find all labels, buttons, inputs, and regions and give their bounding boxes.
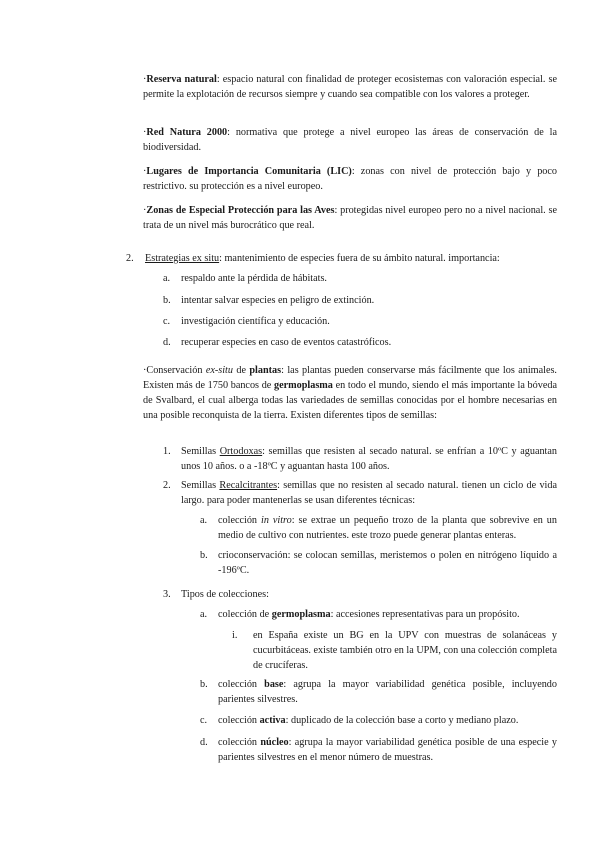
coleccion-text: : agrupa la mayor variabilidad genética posible de una especie y parientes silvestres en el menor número de muestras. <box>218 737 558 763</box>
list-number: 3. <box>163 589 171 600</box>
definition-text: : zonas con nivel de protección bajo y poco restrictivo. su protección es a nivel europeo. <box>143 166 557 192</box>
coleccion-pre: colección <box>218 737 261 748</box>
exsitu-item: intentar salvar especies en peligro de extinción. <box>181 295 375 306</box>
term-activa: activa <box>259 715 286 726</box>
exsitu-item: investigación científica y educación. <box>181 316 330 327</box>
exsitu-heading <box>145 251 557 266</box>
coleccion-pre: colección <box>218 515 261 526</box>
crioconservacion-item: crioconservación: se colocan semillas, meristemos o polen en nitrógeno líquido a -196ºC. <box>218 550 557 576</box>
list-marker: a. <box>200 515 208 526</box>
term-germoplasma: germoplasma <box>271 609 331 620</box>
zepa-paragraph <box>143 203 557 233</box>
lic-paragraph <box>143 164 557 194</box>
semillas-pre: Semillas <box>181 446 220 457</box>
definition-text: : protegidas nivel europeo pero no a nivel nacional. se trata de un nivel más burocrático que real. <box>143 205 558 231</box>
coleccion-text: : accesiones representativas para un propósito. <box>330 609 520 620</box>
in-vitro-text: : se extrae un pequeño trozo de la planta que sobrevive en un medio de cultivo con nutrientes. este trozo puede generar plantas enteras. <box>218 515 557 541</box>
coleccion-pre: colección <box>218 715 260 726</box>
recalcitrantes-text: : semillas que no resisten al secado natural. tienen un ciclo de vida largo. para poder mantenerlas se usan diferentes técnicas: <box>181 480 557 506</box>
semillas-pre: Semillas <box>181 480 220 491</box>
list-marker: c. <box>200 715 208 726</box>
list-number: 1. <box>163 446 171 457</box>
conservacion-de: de <box>232 365 250 376</box>
list-marker: a. <box>163 273 171 284</box>
exsitu-text: : mantenimiento de especies fuera de su ámbito natural. importancia: <box>219 253 500 264</box>
term-nucleo: núcleo <box>260 737 289 748</box>
conservacion-prefix: ·Conservación <box>143 365 206 376</box>
spain-bg-item: en España existe un BG en la UPV con muestras de solanáceas y cucurbitáceas. existe también otro en la UPM, con una colección completa de crucíferas. <box>253 630 557 671</box>
term-lic: Lugares de Importancia Comunitaria (LIC) <box>146 166 352 177</box>
list-marker: c. <box>163 316 171 327</box>
term-zepa: Zonas de Especial Protección para las Aves <box>146 205 335 216</box>
conservacion-text-1: : las plantas pueden conservarse más fácilmente que los animales. Existen más de 1750 bancos de <box>143 365 557 391</box>
bullet-prefix: · <box>143 166 147 177</box>
list-marker: d. <box>163 337 171 348</box>
term-ortodoxas: Ortodoxas <box>219 446 263 457</box>
ortodoxas-item <box>181 444 557 474</box>
bullet-prefix: · <box>143 205 147 216</box>
bullet-prefix: · <box>143 74 147 85</box>
definition-text: : normativa que protege a nivel europeo las áreas de conservación de la biodiversidad. <box>143 127 557 153</box>
coleccion-base-item <box>218 677 557 707</box>
definition-text: : espacio natural con finalidad de proteger ecosistemas con valoración especial. se permite la explotación de recursos siempre y cuando sea compatible con los valores a proteger. <box>143 74 557 100</box>
coleccion-germoplasma-item <box>218 607 557 622</box>
term-red-natura: Red Natura 2000 <box>146 127 228 138</box>
list-number: 2. <box>126 253 134 264</box>
coleccion-pre: colección de <box>218 609 272 620</box>
list-marker: b. <box>200 679 208 690</box>
list-marker: a. <box>200 609 208 620</box>
term-plantas: plantas <box>249 365 282 376</box>
conservacion-text-2: en todo el mundo, siendo el más importante la bóveda de Svalbard, el cual alberga todas las variedades de semillas conocidas por el hombre necesarias en una posible reconquista de la tierra. Existen diferentes tipos de semillas: <box>143 380 557 421</box>
colecciones-title: Tipos de colecciones: <box>181 589 269 600</box>
coleccion-nucleo-item <box>218 735 557 765</box>
exsitu-italic: ex-situ <box>205 365 233 376</box>
in-vitro-item <box>218 513 557 543</box>
list-marker: b. <box>200 550 208 561</box>
list-marker: d. <box>200 737 208 748</box>
coleccion-pre: colección <box>218 679 265 690</box>
coleccion-activa-item <box>218 713 557 728</box>
reserva-natural-paragraph <box>143 72 557 102</box>
recalcitrantes-item <box>181 478 557 508</box>
term-reserva-natural: Reserva natural <box>146 74 217 85</box>
bullet-prefix: · <box>143 127 147 138</box>
term-base: base <box>264 679 284 690</box>
coleccion-text: : agrupa la mayor variabilidad genética posible, incluyendo parientes silvestres. <box>218 679 557 705</box>
red-natura-paragraph <box>143 125 557 155</box>
term-recalcitrantes: Recalcitrantes <box>219 480 278 491</box>
list-marker: b. <box>163 295 171 306</box>
conservacion-paragraph <box>143 363 557 423</box>
ortodoxas-text: : semillas que resisten al secado natural. se enfrían a 10ºC y aguantan unos 10 años. o a -18ºC y aguantan hasta 100 años. <box>181 446 558 472</box>
list-marker: i. <box>232 630 238 641</box>
exsitu-title: Estrategias ex situ <box>145 253 220 264</box>
coleccion-text: : duplicado de la colección base a corto y mediano plazo. <box>285 715 519 726</box>
exsitu-item: respaldo ante la pérdida de hábitats. <box>181 273 327 284</box>
term-germoplasma: germoplasma <box>274 380 333 391</box>
exsitu-item: recuperar especies en caso de eventos catastróficos. <box>181 337 392 348</box>
list-number: 2. <box>163 480 171 491</box>
term-in-vitro: in vitro <box>260 515 292 526</box>
